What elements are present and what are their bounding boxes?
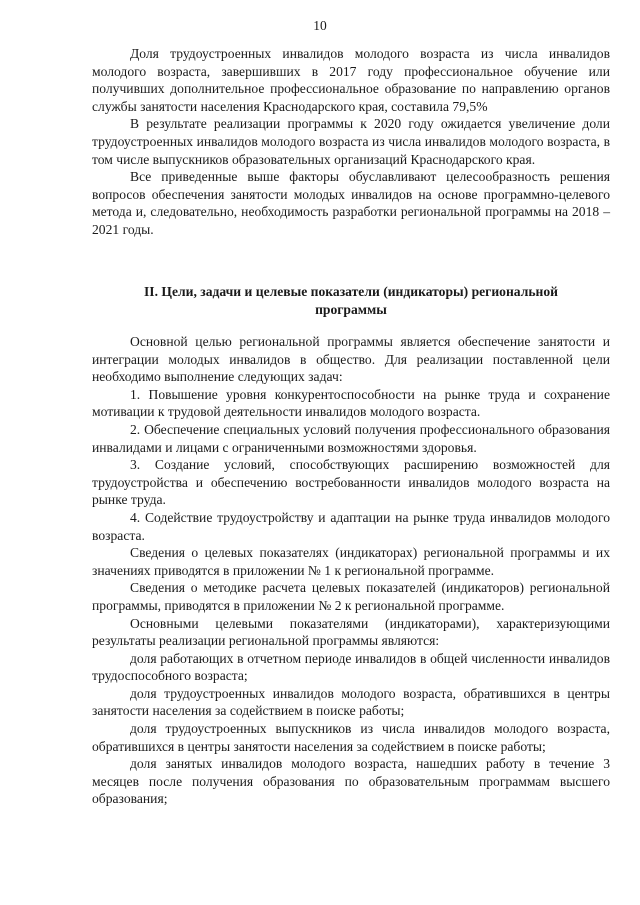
indicator-item: доля трудоустроенных инвалидов молодого возраста, обратившихся в центры занятости населения за содействием в поиске работы; [92, 685, 610, 719]
section-text [92, 333, 610, 808]
paragraph: Доля трудоустроенных инвалидов молодого возраста из числа инвалидов молодого возраста, завершивших в 2017 году профессиональное обучение или получивших дополнительное профессиональное образование по направлению органов службы занятости населения Краснодарского края, составила 79,5% [92, 46, 610, 114]
list-item: 3. Создание условий, способствующих расширению возможностей для трудоустройства и обеспечению востребованности инвалидов молодого возраста на рынке труда. [92, 457, 610, 508]
intro-text [92, 45, 610, 239]
list-item: 2. Обеспечение специальных условий получения профессионального образования инвалидами и лицами с ограниченными возможностями здоровья. [92, 421, 610, 455]
page-number: 10 [313, 18, 327, 33]
paragraph: В результате реализации программы к 2020 году ожидается увеличение доли трудоустроенных инвалидов молодого возраста из числа инвалидов молодого возраста, в том числе выпускников образовательных организаций Краснодарского края. [92, 116, 610, 167]
paragraph: Основной целью региональной программы является обеспечение занятости и интеграции молодых инвалидов в общество. Для реализации поставленной цели необходимо выполнение следующих задач: [92, 334, 610, 385]
indicator-item: доля трудоустроенных выпускников из числа инвалидов молодого возраста, обратившихся в центры занятости населения за содействием в поиске работы; [92, 721, 610, 754]
paragraph: Все приведенные выше факторы обуславливают целесообразность решения вопросов обеспечения занятости молодых инвалидов на основе программно-целевого метода и, следовательно, необходимость разработки региональной программы на 2018 – 2021 годы. [92, 169, 610, 237]
paragraph: Основными целевыми показателями (индикаторами), характеризующими результаты реализации региональной программы являются: [92, 615, 610, 649]
indicator-item: доля работающих в отчетном периоде инвалидов в общей численности инвалидов трудоспособного возраста; [92, 650, 610, 684]
indicator-item: доля занятых инвалидов молодого возраста, нашедших работу в течение 3 месяцев после получения образования по образовательным программам высшего образования; [92, 756, 610, 807]
section-heading: II. Цели, задачи и целевые показатели (индикаторы) региональной программы [144, 284, 558, 317]
paragraph: Сведения о методике расчета целевых показателей (индикаторов) региональной программы, приводятся в приложении № 2 к региональной программе. [92, 580, 610, 613]
list-item: 4. Содействие трудоустройству и адаптации на рынке труда инвалидов молодого возраста. [92, 509, 610, 543]
paragraph: Сведения о целевых показателях (индикаторах) региональной программы и их значениях приводятся в приложении № 1 к региональной программе. [92, 545, 610, 578]
list-item: 1. Повышение уровня конкурентоспособности на рынке труда и сохранение мотивации к трудовой деятельности инвалидов молодого возраста. [92, 386, 610, 420]
